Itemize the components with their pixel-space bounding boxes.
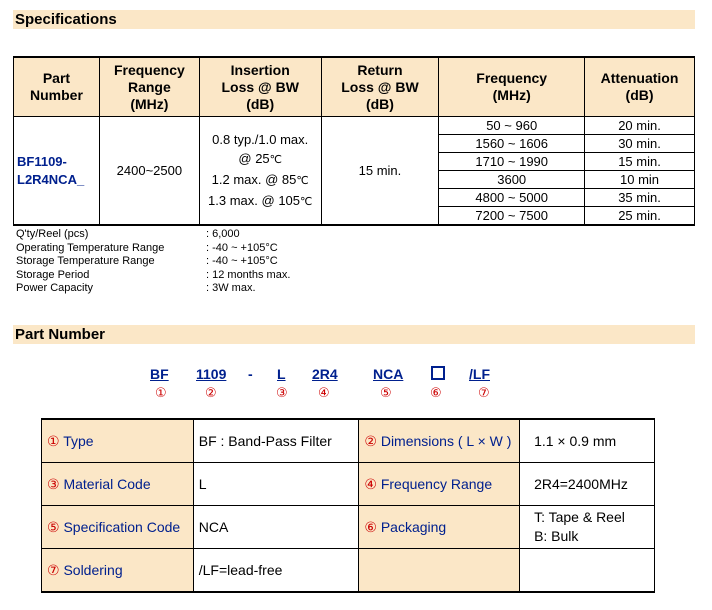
frequency-cell: 1560 ~ 1606: [439, 135, 585, 153]
code-segment-dimensions: 1109: [196, 366, 227, 382]
list-item: Storage Temperature Range : -40 ~ +105°C: [16, 255, 278, 267]
type-label: ① Type: [42, 419, 194, 463]
packaging-label: ⑥ Packaging: [359, 506, 520, 549]
empty-value-cell: [520, 549, 655, 593]
frequency-cell: 1710 ~ 1990: [439, 153, 585, 171]
frequency-cell: 7200 ~ 7500: [439, 207, 585, 226]
table-row: [42, 549, 655, 593]
table-row: [42, 506, 655, 549]
code-number: ④: [318, 385, 330, 400]
attenuation-cell: 20 min.: [585, 117, 695, 135]
insertion-loss-cell: 0.8 typ./1.0 max. @ 25℃ 1.2 max. @ 85℃ 1.3 max. @ 105℃: [199, 117, 321, 226]
header-attenuation: Attenuation (dB): [585, 57, 695, 117]
attenuation-cell: 35 min.: [585, 189, 695, 207]
header-return-loss: Return Loss @ BW (dB): [321, 57, 439, 117]
code-segment-frequency: 2R4: [312, 366, 338, 382]
attenuation-cell: 30 min.: [585, 135, 695, 153]
frequency-range-label: ④ Frequency Range: [359, 463, 520, 506]
specification-code-value: NCA: [193, 506, 359, 549]
list-item: Power Capacity : 3W max.: [16, 282, 256, 294]
code-number: ②: [205, 385, 217, 400]
dimensions-label: ② Dimensions ( L × W ): [359, 419, 520, 463]
frequency-cell: 50 ~ 960: [439, 117, 585, 135]
code-dash: -: [248, 366, 253, 382]
material-code-label: ③ Material Code: [42, 463, 194, 506]
table-row: [42, 463, 655, 506]
code-segment-material: L: [277, 366, 286, 382]
part-number-table: [41, 418, 655, 593]
type-value: BF : Band-Pass Filter: [193, 419, 359, 463]
frequency-range-value: 2R4=2400MHz: [520, 463, 655, 506]
return-loss-cell: 15 min.: [321, 117, 439, 226]
code-number: ①: [155, 385, 167, 400]
code-segment-spec: NCA: [373, 366, 404, 382]
packaging-value: T: Tape & Reel B: Bulk: [520, 506, 655, 549]
specification-code-label: ⑤ Specification Code: [42, 506, 194, 549]
part-number-cell: BF1109- L2R4NCA_: [14, 117, 100, 226]
list-item: Storage Period : 12 months max.: [16, 268, 291, 281]
frequency-range-cell: 2400~2500: [99, 117, 199, 226]
code-segment-packaging: [431, 366, 445, 382]
material-code-value: L: [193, 463, 359, 506]
header-insertion-loss: Insertion Loss @ BW (dB): [199, 57, 321, 117]
code-number: ⑦: [478, 385, 490, 400]
spec-header-row: [14, 57, 695, 117]
empty-label-cell: [359, 549, 520, 593]
attenuation-cell: 25 min.: [585, 207, 695, 226]
attenuation-cell: 10 min: [585, 171, 695, 189]
soldering-label: ⑦ Soldering: [42, 549, 194, 593]
spec-list: [16, 228, 290, 296]
specifications-table: [13, 56, 695, 226]
specifications-heading: Specifications: [13, 10, 695, 29]
soldering-value: /LF=lead-free: [193, 549, 359, 593]
header-part-number: Part Number: [14, 57, 100, 117]
code-segment-soldering: /LF: [469, 366, 490, 382]
code-segment-type: BF: [150, 366, 169, 382]
list-item: Operating Temperature Range : -40 ~ +105°C: [16, 241, 278, 254]
attenuation-cell: 15 min.: [585, 153, 695, 171]
code-number: ③: [276, 385, 288, 400]
code-number: ⑥: [430, 385, 442, 400]
packaging-box-icon: [431, 366, 445, 380]
part-number-heading: Part Number: [13, 325, 695, 344]
table-row: [14, 117, 695, 135]
list-item: Q'ty/Reel (pcs) : 6,000: [16, 228, 240, 240]
part-number-code: [0, 366, 712, 406]
table-row: [42, 419, 655, 463]
frequency-cell: 3600: [439, 171, 585, 189]
header-frequency-range: Frequency Range (MHz): [99, 57, 199, 117]
dimensions-value: 1.1 × 0.9 mm: [520, 419, 655, 463]
header-frequency: Frequency (MHz): [439, 57, 585, 117]
code-number: ⑤: [380, 385, 392, 400]
frequency-cell: 4800 ~ 5000: [439, 189, 585, 207]
